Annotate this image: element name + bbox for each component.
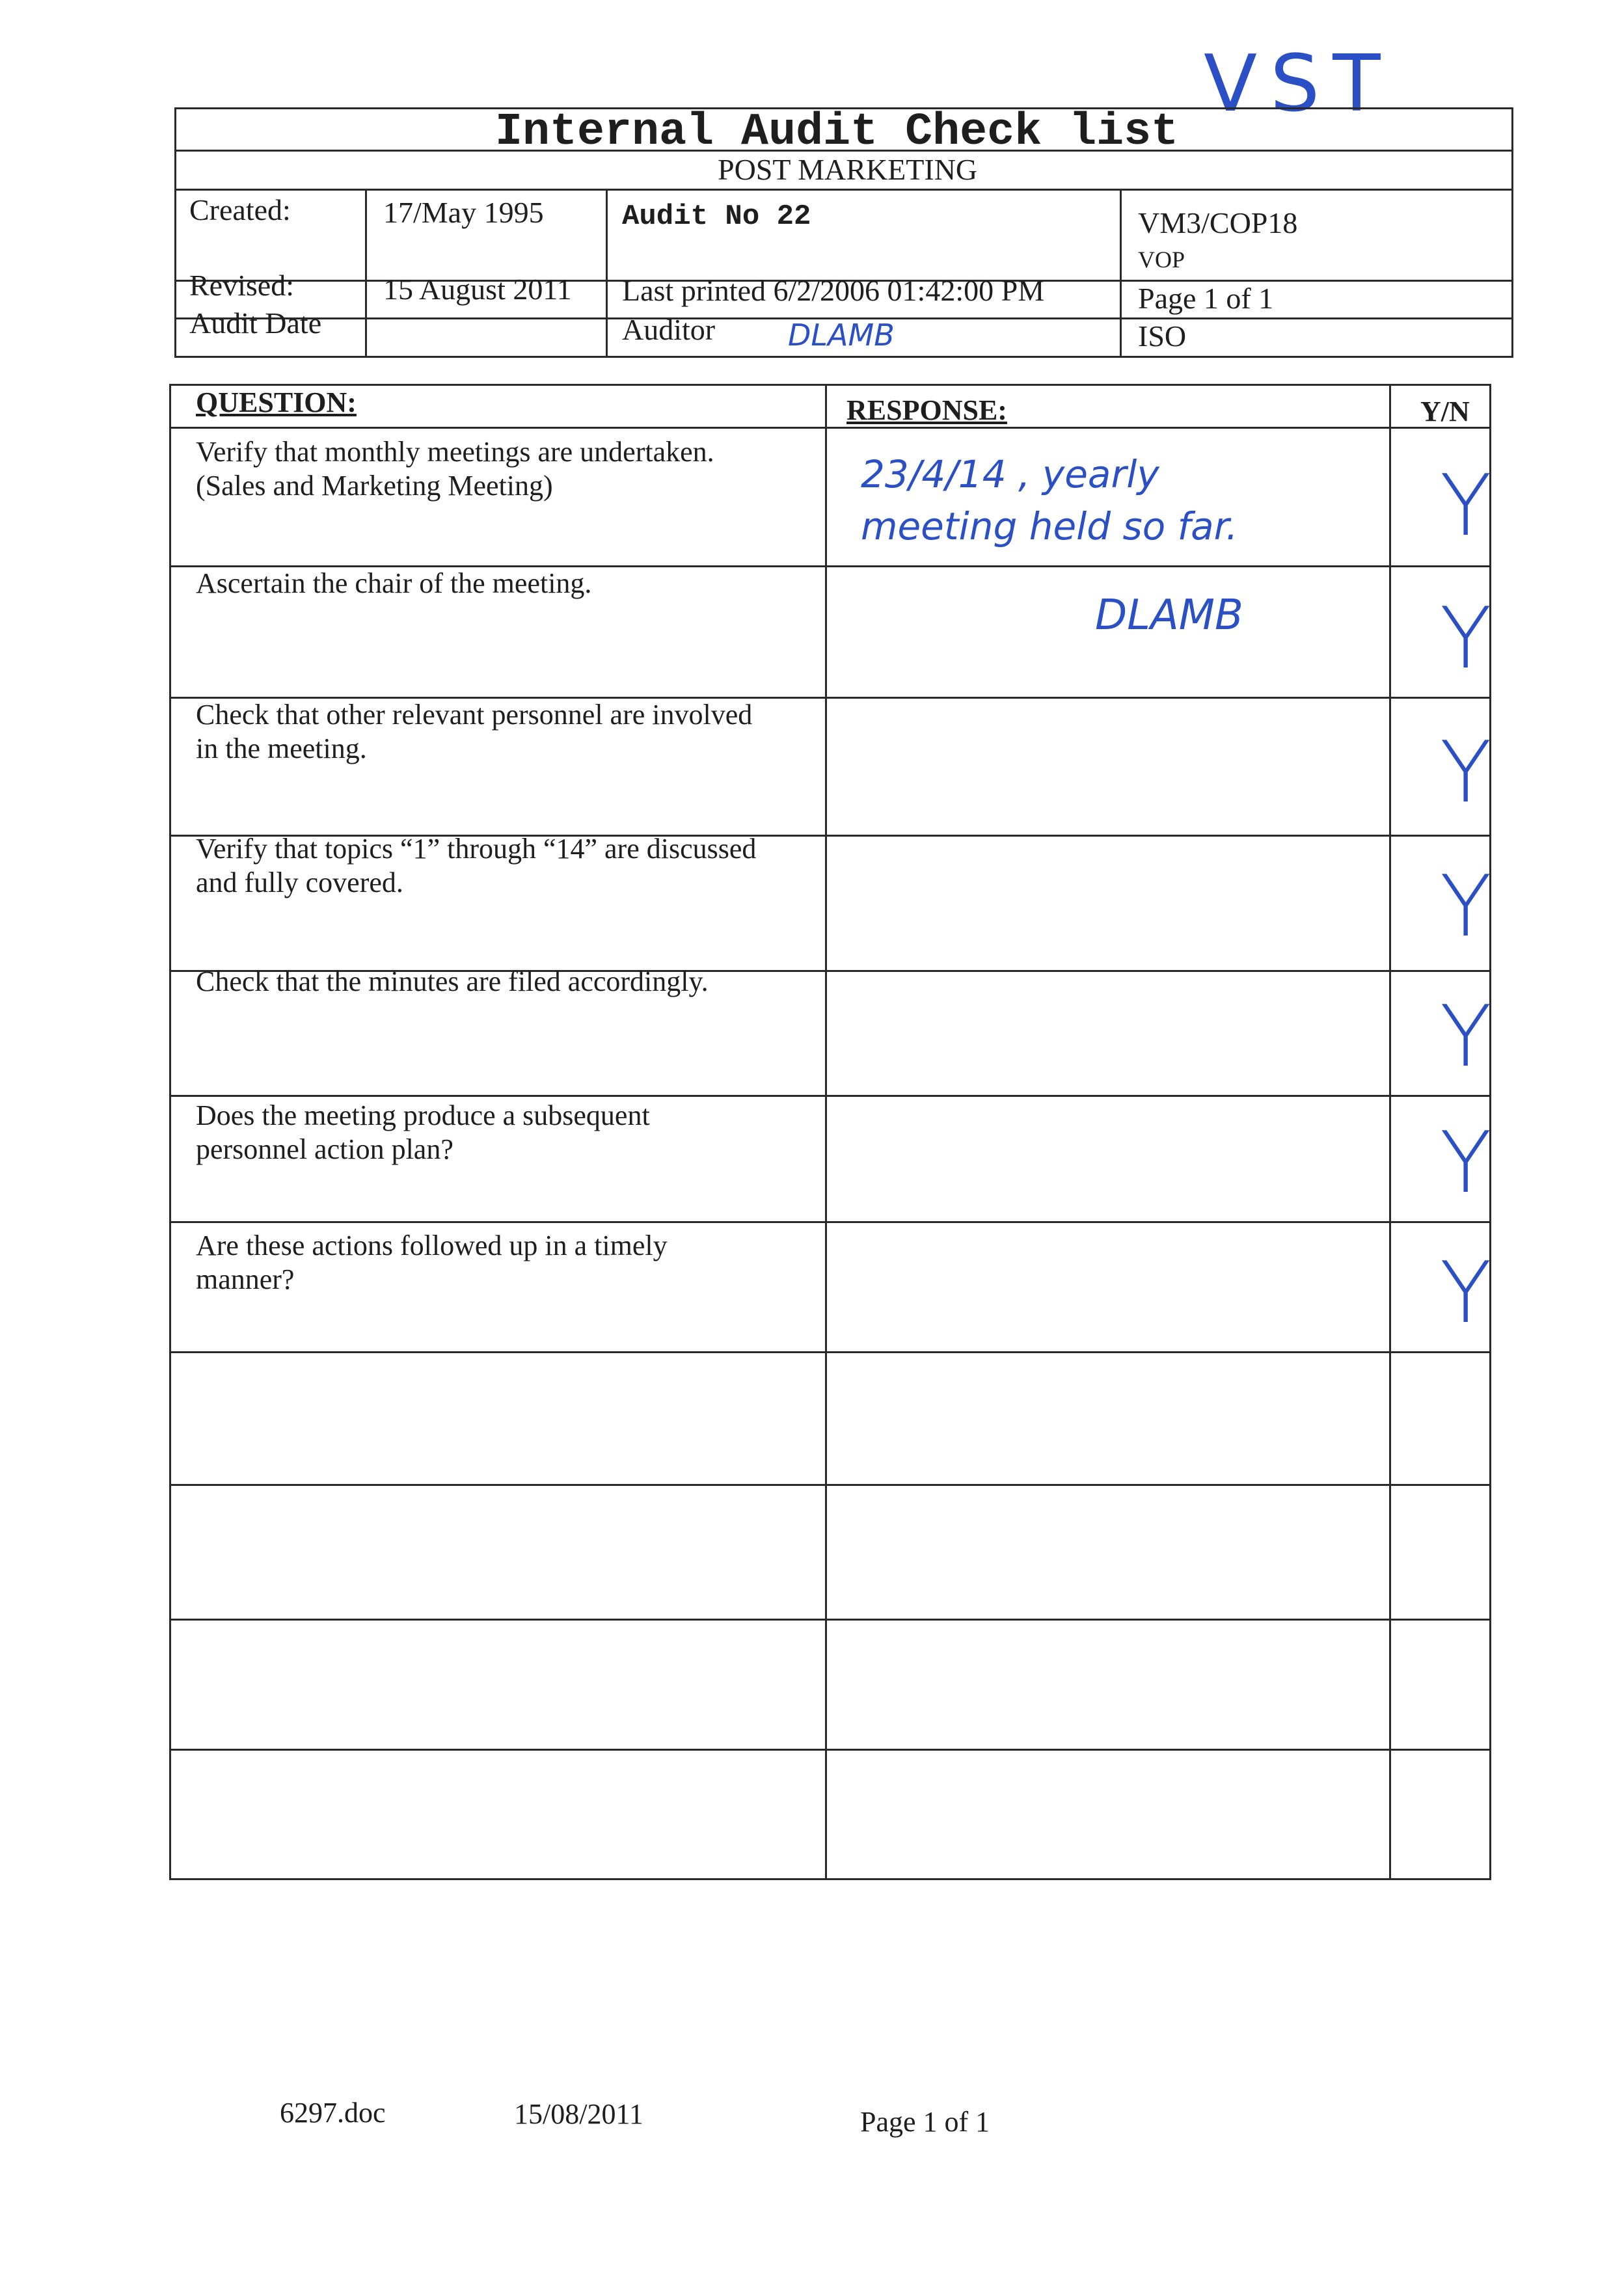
yn-column-header: Y/N bbox=[1420, 396, 1470, 427]
question-column-header: QUESTION: bbox=[196, 386, 357, 418]
table-row-question: Verify that topics “1” through “14” are discussed and fully covered. bbox=[196, 833, 757, 898]
last-printed: Last printed 6/2/2006 01:42:00 PM bbox=[622, 274, 1045, 307]
created-label: Created: bbox=[189, 193, 291, 226]
auditor-label: Auditor bbox=[622, 313, 716, 346]
table-row-question: Check that other relevant personnel are involved in the meeting. bbox=[196, 699, 753, 764]
table-row-response: 23/4/14 , yearly meeting held so far. bbox=[861, 452, 1238, 548]
audit-date-label: Audit Date bbox=[189, 306, 322, 340]
created-value: 17/May 1995 bbox=[383, 196, 544, 229]
table-row-yn: Y bbox=[1440, 987, 1492, 1086]
footer-page-number: Page 1 of 1 bbox=[860, 2106, 990, 2138]
table-row-question: Verify that monthly meetings are undertaken. (Sales and Marketing Meeting) bbox=[196, 436, 714, 502]
table-row-question: Does the meeting produce a subsequent personnel action plan? bbox=[196, 1099, 650, 1165]
table-row-question: Check that the minutes are filed accordingly. bbox=[196, 965, 709, 997]
subtitle: POST MARKETING bbox=[718, 153, 978, 186]
checklist-table bbox=[169, 384, 1491, 1880]
document-code-secondary: VOP bbox=[1138, 247, 1185, 273]
table-row-yn: Y bbox=[1440, 723, 1492, 822]
table-row-question: Ascertain the chair of the meeting. bbox=[196, 567, 592, 599]
audit-header-table bbox=[174, 107, 1513, 358]
table-row-yn: Y bbox=[1440, 456, 1492, 555]
response-column-header: RESPONSE: bbox=[846, 394, 1007, 426]
table-row-response: DLAMB bbox=[1095, 591, 1243, 640]
document-code: VM3/COP18 bbox=[1138, 206, 1298, 239]
page-indicator: Page 1 of 1 bbox=[1138, 282, 1274, 315]
table-row-yn: Y bbox=[1440, 1113, 1492, 1212]
auditor-signature: DLAMB bbox=[788, 317, 895, 353]
footer-filename: 6297.doc bbox=[280, 2097, 386, 2129]
table-row-yn: Y bbox=[1440, 1243, 1492, 1342]
iso-label: ISO bbox=[1138, 319, 1187, 353]
page-title: Internal Audit Check list bbox=[495, 107, 1179, 158]
footer-date: 15/08/2011 bbox=[514, 2098, 643, 2130]
table-row-yn: Y bbox=[1440, 857, 1492, 956]
table-row-yn: Y bbox=[1440, 589, 1492, 688]
audit-number: Audit No 22 bbox=[622, 200, 811, 233]
revised-value: 15 August 2011 bbox=[383, 273, 572, 306]
handwritten-vst: VST bbox=[1204, 39, 1394, 129]
revised-label: Revised: bbox=[189, 269, 294, 302]
table-row-question: Are these actions followed up in a timely manner? bbox=[196, 1230, 668, 1295]
